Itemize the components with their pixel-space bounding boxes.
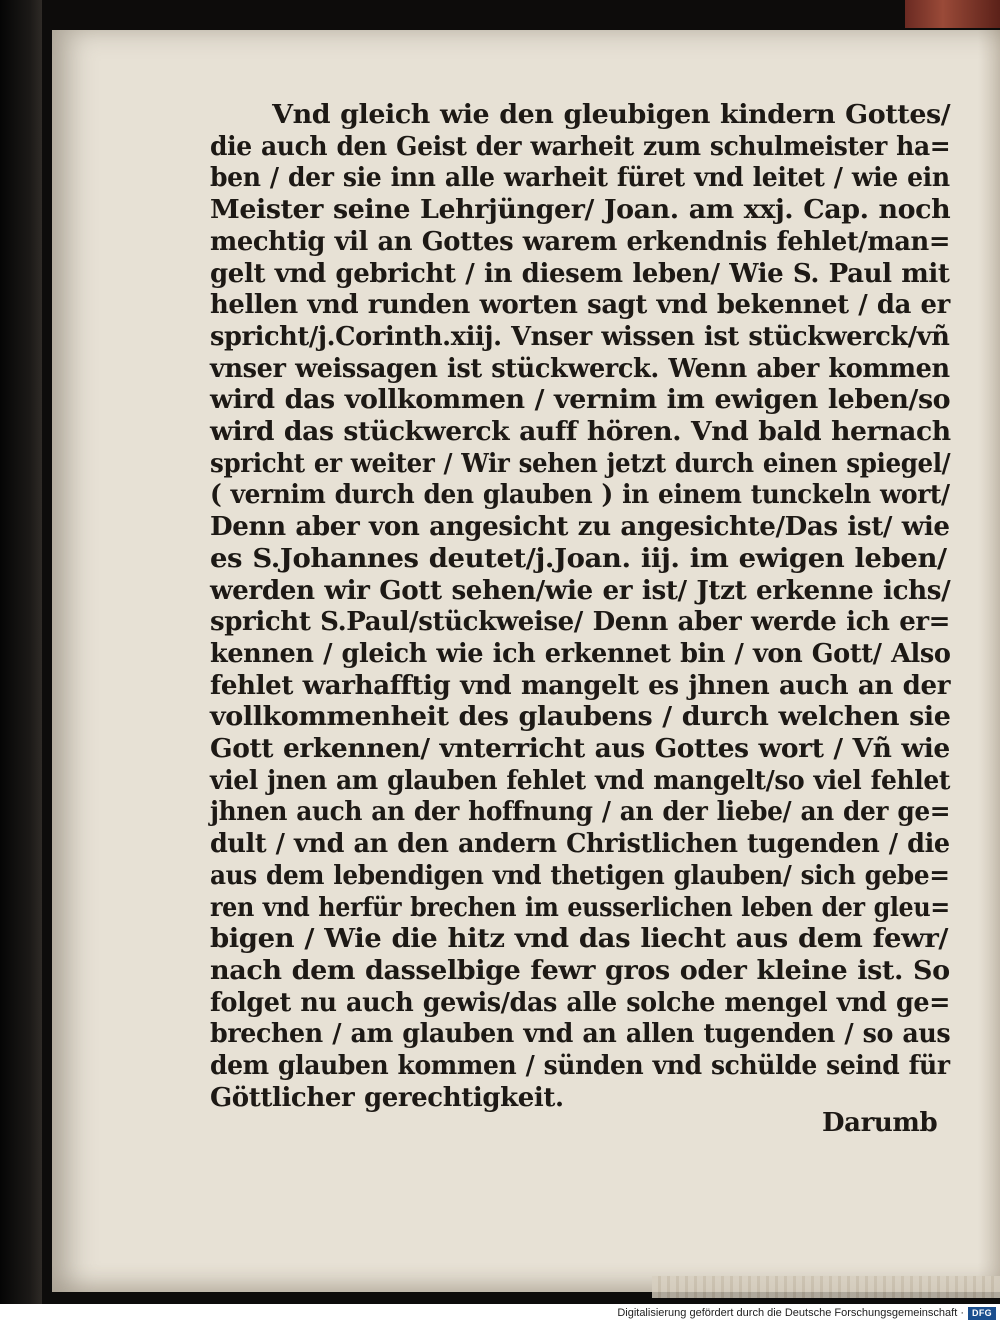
- footer-bar: [0, 1304, 1000, 1324]
- book-spine-shadow: [0, 0, 42, 1304]
- text-line: spricht S.Paul/stückweise/ Denn aber werde ich er=: [210, 607, 951, 638]
- text-line: Meister seine Lehrjünger/ Joan. am xxj. Cap. noch: [210, 195, 951, 226]
- text-line: Vnd gleich wie den gleubigen kindern Gottes/: [272, 100, 951, 130]
- text-line: Gott erkennen/ vnterricht aus Gottes wort / Vñ wie: [210, 734, 950, 765]
- text-line: kennen / gleich wie ich erkennet bin / von Gott/ Also: [210, 638, 951, 669]
- text-line: spricht/j.Corinth.xiij. Vnser wissen ist stückwerck/vñ: [210, 321, 950, 352]
- text-line: brechen / am glauben vnd an allen tugenden / so aus: [210, 1019, 951, 1050]
- text-line: gelt vnd gebricht / in diesem leben/ Wie S. Paul mit: [210, 258, 950, 289]
- dfg-logo: DFG: [968, 1307, 996, 1320]
- text-line: jhnen auch an der hoffnung / an der liebe/ an der ge=: [210, 797, 951, 828]
- text-line: aus dem lebendigen vnd thetigen glauben/ sich gebe=: [210, 860, 950, 891]
- text-line: folget nu auch gewis/das alle solche mengel vnd ge=: [210, 987, 951, 1018]
- text-line: wird das stückwerck auff hören. Vnd bald hernach: [210, 417, 951, 448]
- text-line: bigen / Wie die hitz vnd das liecht aus dem fewr/: [210, 924, 949, 955]
- text-line: Göttlicher gerechtigkeit.: [210, 1082, 564, 1113]
- page-edge-shadow: [978, 30, 1000, 1292]
- text-line: viel jnen am glauben fehlet vnd mangelt/so viel fehlet: [210, 765, 950, 796]
- text-line: ren vnd herfür brechen im eusserlichen leben der gleu=: [210, 892, 950, 923]
- text-line: die auch den Geist der warheit zum schulmeister ha=: [210, 131, 951, 162]
- book-cover-edge: [905, 0, 1000, 28]
- text-line: vnser weissagen ist stückwerck. Wenn aber kommen: [210, 353, 950, 384]
- text-line: fehlet warhafftig vnd mangelt es jhnen auch an der: [210, 670, 951, 701]
- text-line: ( vernim durch den glauben ) in einem tunckeln wort/: [210, 480, 950, 511]
- text-line: dult / vnd an den andern Christlichen tugenden / die: [210, 829, 950, 860]
- text-line: es S.Johannes deutet/j.Joan. iij. im ewigen leben/: [210, 543, 947, 574]
- text-line: dem glauben kommen / sünden vnd schülde seind für: [210, 1051, 950, 1082]
- text-line: Denn aber von angesicht zu angesichte/Das ist/ wie: [210, 512, 950, 543]
- funding-credit: Digitalisierung gefördert durch die Deutsche Forschungsgemeinschaft ·: [617, 1307, 964, 1319]
- text-line: wird das vollkommen / vernim im ewigen leben/so: [210, 385, 951, 416]
- text-line: ben / der sie inn alle warheit füret vnd leitet / wie ein: [210, 163, 950, 194]
- text-line: vollkommenheit des glaubens / durch welchen sie: [210, 702, 951, 733]
- body-text: [210, 100, 951, 1115]
- text-line: spricht er weiter / Wir sehen jetzt durch einen spiegel/: [210, 448, 951, 479]
- text-line: nach dem dasselbige fewr gros oder kleine ist. So: [210, 955, 950, 986]
- text-line: hellen vnd runden worten sagt vnd bekennet / da er: [210, 290, 950, 321]
- catchword: Darumb: [822, 1108, 938, 1138]
- page-stack-edge: [652, 1276, 1000, 1298]
- text-line: mechtig vil an Gottes warem erkendnis fehlet/man=: [210, 226, 951, 257]
- text-line: werden wir Gott sehen/wie er ist/ Jtzt erkenne ichs/: [210, 575, 951, 606]
